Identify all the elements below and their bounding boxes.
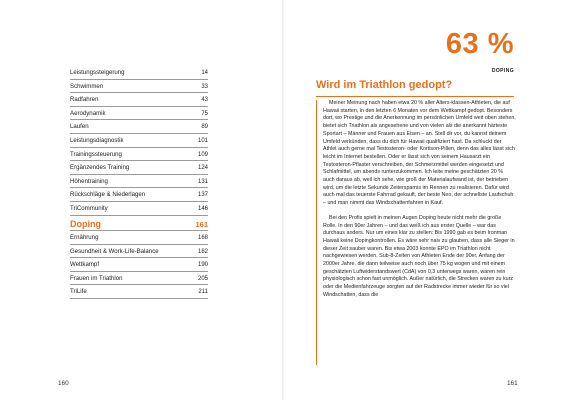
toc-item-page: 109 [197,151,208,158]
toc-item[interactable] [70,202,208,216]
toc-item-title: Wettkampf [70,261,100,269]
toc-item-page: 124 [197,165,208,172]
toc-item[interactable] [70,258,208,272]
toc-item[interactable] [70,148,208,162]
toc-item-title: Höhentraining [70,177,108,185]
toc-item-title: Aerodynamik [70,109,106,117]
toc-item[interactable] [70,107,208,121]
toc-item-title: Radfahren [70,96,99,104]
toc-item-title: TriLife [70,288,87,296]
toc-item[interactable] [70,188,208,202]
page-number-left: 160 [58,380,69,387]
answer-paragraph: Meiner Meinung nach haben etwa 20 % aller Alters-klassen-Athleten, die auf Hawaii starten, in den letzten 6 Monaten vor dem Wettkampf gedopt. Besonders dort, wo Prestige und die Anerkennung im persönlichen Umfeld weit oben stehen, bietet sich Triathlon als angesehene und von vielen als die anerkannt härteste Sportart – Männer und Frauen aus Eisen – an. Stell dir vor, du kannst deinem Umfeld verkünden, dass du dich für Hawaii qualifiziert hast. Da schluckt der Athlet auch gerne mal Testosteron- oder Kortison-Pillen, denn das alles lässt sich leicht im Internet bestellen. Oder er lässt sich von seinem Hausarzt ein Testosteron-Pflaster verschreiben, der Schmerzmittel werden eingesetzt und Schlafmittel, um abends runterzukommen. Ich leite meine geschätzten 20 % auch daraus ab, weil ich sehe, wie groß der Materialaufwand ist, der betrieben wird, um die letzte Sekunde Zeitersparnis im Rennen zu realisieren. Dafür wird auch mal das teuerste Fahrrad gekauft, der beste Neo, der schnellste Laufschuh – und man nimmt das Windschattenfahren in Kauf. [323,100,516,207]
toc-item[interactable] [70,175,208,189]
toc-item-page: 205 [197,275,208,282]
toc-item-page: 89 [201,124,208,131]
toc-item-page: 137 [197,192,208,199]
toc-item[interactable] [70,231,208,245]
stat-value: 63 % [445,28,514,60]
toc-item-page: 33 [201,83,208,90]
toc-item-title: Ernährung [70,234,99,242]
toc-item-title: TriCommunity [70,204,108,212]
toc-item-title: Leistungsdiagnostik [70,136,124,144]
toc-item-page: 14 [201,70,208,76]
toc-item[interactable] [70,80,208,94]
toc-item[interactable] [70,245,208,259]
toc-item-title: Leistungssteigerung [70,69,125,76]
toc-item-title: Laufen [70,123,89,131]
toc-item-page: 43 [201,97,208,104]
toc-item-title: Trainingssteuerung [70,150,122,158]
toc-item-page: 182 [197,248,208,255]
toc-item[interactable] [70,285,208,299]
toc-item[interactable] [70,66,208,80]
toc-item-title: Gesundheit & Work-Life-Balance [70,247,159,255]
answer-accent-bar [316,100,317,365]
toc-item-page: 211 [198,289,208,296]
toc-item-title: Doping [70,218,101,229]
question-heading: Wird im Triathlon gedopt? [316,79,453,91]
table-of-contents [70,66,208,299]
toc-item-active[interactable] [70,216,208,232]
toc-item-page: 101 [197,137,208,144]
toc-item[interactable] [70,161,208,175]
answer-body [323,100,516,300]
toc-item-page: 75 [201,110,208,117]
heading-divider [316,96,514,97]
toc-item-page: 146 [197,205,208,212]
answer-paragraph: Bei den Profis spielt in meinen Augen Doping heute nicht mehr die große Rolle. In den 90er Jahren – und das weiß ich aus erster Quelle – war das durchaus anders. Nur um eines klar zu stellen: Bis 1990 gab es beim Ironman Hawaii keine Dopingkontrollen. Es wäre sehr naiv zu glauben, dass alle Sieger in dieser Zeit sauber waren. Bis etwa 2003 konnte EPO im Triathlon nicht nachgewiesen werden. Sub-8-Zeiten von Athleten Ende der 90er, Anfang der 2000er Jahre, die dann teilweise auch noch über 75 kg wogen und mit einem geschätzten Luftwiderstandswert (CdA) von 0,3 unterwegs waren, waren rein physiologisch schon fast unmöglich. Außer natürlich, die Strecken waren zu kurz oder die Medienfahrzeuge sorgten auf der Radstrecke immer wieder für so viel Windschatten, dass die [323,214,515,298]
page-number-right: 161 [507,380,518,387]
toc-item[interactable] [70,134,208,148]
stat-label: DOPING [491,68,514,74]
page-gutter [282,0,284,400]
toc-item-title: Ergänzendes Training [70,164,130,172]
toc-item-page: 190 [197,262,208,269]
toc-item-title: Frauen im Triathlon [70,274,123,282]
toc-item-page: 131 [197,178,208,185]
toc-item-title: Schwimmen [70,82,104,90]
toc-item-page: 168 [197,235,208,242]
toc-item[interactable] [70,120,208,134]
toc-item-title: Rückschläge & Niederlagen [70,191,146,199]
toc-item[interactable] [70,272,208,286]
toc-item[interactable] [70,93,208,107]
toc-item-page: 161 [195,219,208,229]
